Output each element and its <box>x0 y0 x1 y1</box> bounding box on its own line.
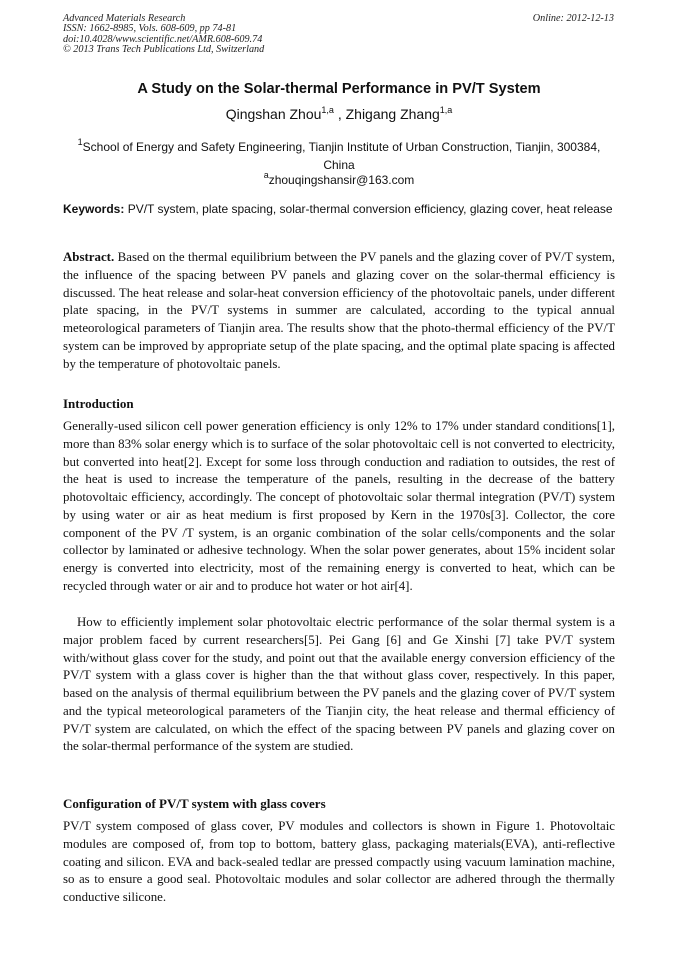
journal-header <box>63 14 264 56</box>
copyright-line: © 2013 Trans Tech Publications Ltd, Switzerland <box>63 44 265 56</box>
email-superscript: a <box>263 170 269 180</box>
author-line <box>0 105 678 122</box>
paper-title: A Study on the Solar-thermal Performance in PV/T System <box>137 81 541 97</box>
introduction-paragraph-1: Generally-used silicon cell power generation efficiency is only 12% to 17% under standard conditions[1], more than 83% solar energy which is to surface of the solar photovoltaic cell is not converted to electricity, but converted into heat[2]. Except for some loss through conduction and radiation to outsides, the rest of the heat is used to increase the temperature of the panels, resulting in the decrease of the battery photovoltaic efficiency, accordingly. The concept of photovoltaic solar thermal integration (PV/T) system by using water or air as heat medium is first proposed by Kern in the 1970s[3]. Collector, the core component of the PV /T system, is an organic combination of the solar cells/components and the solar collector by laminated or adhesive technology. When the solar power generates, about 15% incident solar energy is converted into electricity, most of the remaining energy is converted to heat, which can be recycled through water or air and to produce hot water or hot air[4]. <box>63 419 615 593</box>
abstract-label: Abstract. <box>63 250 115 264</box>
keywords-text: PV/T system, plate spacing, solar-thermal conversion efficiency, glazing cover, heat release <box>124 202 613 216</box>
doi-line: doi:10.4028/www.scientific.net/AMR.608-609.74 <box>63 33 263 45</box>
keywords-label: Keywords: <box>63 202 125 216</box>
abstract-text: Based on the thermal equilibrium between the PV panels and the glazing cover of PV/T system, the influence of the spacing between PV panels and glazing cover on the solar-thermal efficiency is discussed. The heat release and solar-heat conversion efficiency of the photovoltaic panels, under different plate spacing, in the PV/T systems in summer are calculated, according to the typical annual meteorological parameters of Tianjin area. The results show that the photo-thermal efficiency of the PV/T system can be improved by appropriate setup of the plate spacing, and the optimal plate spacing is affected by the temperature of photovoltaic panels. <box>63 250 615 371</box>
affiliation <box>63 134 615 174</box>
issn-line: ISSN: 1662-8985, Vols. 608-609, pp 74-81 <box>63 23 237 35</box>
keywords <box>63 201 615 218</box>
author-superscript: 1,a <box>321 105 334 115</box>
online-date: Online: 2012-12-13 <box>532 13 614 24</box>
author-separator: , <box>333 106 346 122</box>
email-address: zhouqingshansir@163.com <box>268 173 415 187</box>
author-name: Zhigang Zhang <box>345 106 440 122</box>
author-name: Qingshan Zhou <box>225 106 322 122</box>
affiliation-text: School of Energy and Safety Engineering, Tianjin Institute of Urban Construction, Tianjin, 300384, China <box>82 140 601 172</box>
introduction-paragraph-2: How to efficiently implement solar photovoltaic electric performance of the solar thermal system is a major problem faced by current researchers[5]. Pei Gang [6] and Ge Xinshi [7] take PV/T system with/without glass cover for the study, and point out that the available energy conversion efficiency of the PV/T system with a glass cover is higher than the that without glass cover, respectively. In this paper, based on the analysis of thermal equilibrium between the PV panels and the glazing cover of PV/T system and the typical meteorological parameters of the Tianjin city, the heat release and thermal efficiency of PV/T system are calculated, on which the effect of the spacing between PV panels and glazing cover on the solar-thermal performance of the system are studied. <box>63 615 615 754</box>
configuration-heading: Configuration of PV/T system with glass covers <box>63 796 326 811</box>
configuration-paragraph-1: PV/T system composed of glass cover, PV modules and collectors is shown in Figure 1. Photovoltaic modules are composed of, from top to bottom, battery glass, packaging materials(EVA), anti-reflective coating and silicon. EVA and back-sealed tedlar are pressed compactly using vacuum lamination machine, so as to ensure a good seal. Photovoltaic modules and solar collector are adhered through the thermally conductive silicone. <box>63 819 615 904</box>
affiliation-superscript: 1 <box>77 137 83 147</box>
introduction-heading: Introduction <box>63 396 134 411</box>
journal-name: Advanced Materials Research <box>63 13 186 24</box>
author-superscript: 1,a <box>439 105 453 115</box>
email-line <box>0 170 678 187</box>
abstract <box>63 249 615 373</box>
